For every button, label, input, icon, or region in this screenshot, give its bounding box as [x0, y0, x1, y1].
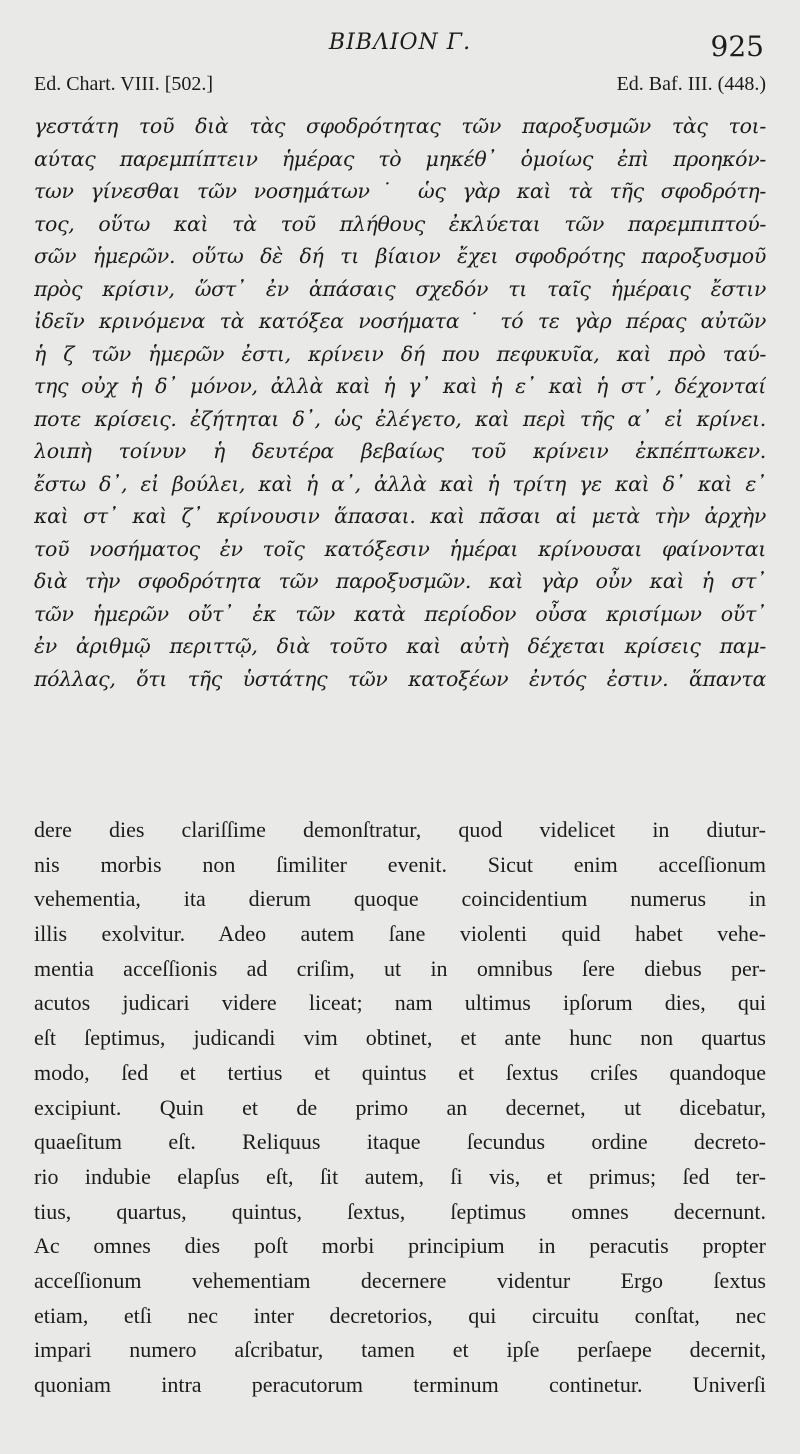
greek-line: της οὐχ ἡ δ᾽ μόνον, ἀλλὰ καὶ ἡ γ᾽ καὶ ἡ ε᾽ καὶ ἡ στ᾽, δέχονταί	[34, 374, 766, 398]
greek-line: αύτας παρεμπίπτειν ἡμέρας τὸ μηκέθ᾽ ὁμοίως ἐπὶ προηκόν-	[34, 146, 766, 171]
greek-line: ἡ ζ τῶν ἡμερῶν ἐστι, κρίνειν δή που πεφυκυῖα, καὶ πρὸ ταύ-	[34, 341, 766, 366]
greek-line: γεστάτη τοῦ διὰ τὰς σφοδρότητας τῶν παροξυσμῶν τὰς τοι-	[34, 114, 766, 138]
edition-reference-right: Ed. Baf. III. (448.)	[616, 73, 766, 95]
greek-line: ἔστω δ᾽, εἰ βούλει, καὶ ἡ α᾽, ἀλλὰ καὶ ἡ τρίτη γε καὶ δ᾽ καὶ ε᾽	[34, 471, 766, 496]
greek-line: ποτε κρίσεις. ἐζήτηται δ᾽, ὡς ἐλέγετο, καὶ περὶ τῆς α᾽ εἰ κρίνει.	[34, 406, 766, 431]
latin-line: tius, quartus, quintus, ſextus, ſeptimus omnes decernunt.	[34, 1198, 766, 1224]
latin-line: nis morbis non ſimiliter evenit. Sicut enim acceſſionum	[34, 851, 766, 877]
greek-line: πόλλας, ὅτι τῆς ὑστάτης τῶν κατοξέων ἐντός ἐστιν. ἅπαντα	[34, 666, 766, 691]
latin-line: mentia acceſſionis ad criſim, ut in omnibus ſere diebus per-	[34, 955, 766, 981]
greek-line: καὶ στ᾽ καὶ ζ᾽ κρίνουσιν ἅπασαι. καὶ πᾶσαι αἱ μετὰ τὴν ἀρχὴν	[34, 504, 766, 528]
latin-line: excipiunt. Quin et de primo an decernet, ut dicebatur,	[34, 1094, 766, 1120]
greek-line: τος, οὕτω καὶ τὰ τοῦ πλήθους ἐκλύεται τῶν παρεμπιπτού-	[34, 211, 766, 236]
greek-line: πρὸς κρίσιν, ὥστ᾽ ἐν ἁπάσαις σχεδόν τι ταῖς ἡμέραις ἔστιν	[34, 276, 766, 301]
greek-line: τῶν ἡμερῶν οὔτ᾽ ἐκ τῶν κατὰ περίοδον οὖσα κρισίμων οὔτ᾽	[34, 601, 766, 626]
latin-line: vehementia, ita dierum quoque coincidentium numerus in	[34, 886, 766, 912]
greek-text-block	[34, 110, 766, 695]
latin-line: dere dies clariſſime demonſtratur, quod videlicet in diutur-	[34, 817, 766, 842]
greek-line: ἐν ἀριθμῷ περιττῷ, διὰ τοῦτο καὶ αὐτὴ δέχεται κρίσεις παμ-	[34, 634, 766, 658]
latin-line: quaeſitum eſt. Reliquus itaque ſecundus ordine decreto-	[34, 1129, 766, 1155]
latin-line: quoniam intra peracutorum terminum continetur. Univerſi	[34, 1372, 766, 1397]
latin-line: acceſſionum vehementiam decernere videntur Ergo ſextus	[34, 1267, 766, 1293]
latin-line: rio indubie elapſus eſt, ſit autem, ſi vis, et primus; ſed ter-	[34, 1163, 766, 1189]
page-number: 925	[710, 30, 764, 63]
latin-line: acutos judicari videre liceat; nam ultimus ipſorum dies, qui	[34, 990, 766, 1016]
greek-line: λοιπὴ τοίνυν ἡ δευτέρα βεβαίως τοῦ κρίνειν ἐκπέπτωκεν.	[34, 439, 766, 463]
latin-line: modo, ſed et tertius et quintus et ſextus criſes quandoque	[34, 1059, 766, 1085]
greek-line: τοῦ νοσήματος ἐν τοῖς κατόξεσιν ἡμέραι κρίνουσαι φαίνονται	[34, 536, 766, 561]
latin-line: etiam, etſi nec inter decretorios, qui circuitu conſtat, nec	[34, 1302, 766, 1328]
greek-line: διὰ τὴν σφοδρότητα τῶν παροξυσμῶν. καὶ γὰρ οὖν καὶ ἡ στ᾽	[34, 569, 766, 593]
latin-text-block	[34, 813, 766, 1403]
latin-line: impari numero aſcribatur, tamen et ipſe perſaepe decernit,	[34, 1337, 766, 1363]
latin-line: eſt ſeptimus, judicandi vim obtinet, et ante hunc non quartus	[34, 1025, 766, 1051]
running-title: ΒΙΒΛΙΟΝ Γ.	[328, 30, 472, 55]
greek-line: σῶν ἡμερῶν. οὕτω δὲ δή τι βίαιον ἔχει σφοδρότης παροξυσμοῦ	[34, 244, 766, 268]
latin-line: Ac omnes dies poſt morbi principium in peracutis propter	[34, 1233, 766, 1259]
greek-line: ἰδεῖν κρινόμενα τὰ κατόξεα νοσήματα˙ τό τε γὰρ πέρας αὐτῶν	[34, 309, 766, 333]
greek-line: των γίνεσθαι τῶν νοσημάτων˙ ὡς γὰρ καὶ τὰ τῆς σφοδρότη-	[34, 179, 766, 203]
latin-line: illis exolvitur. Adeo autem ſane violenti quid habet vehe-	[34, 921, 766, 947]
edition-reference-left: Ed. Chart. VIII. [502.]	[34, 73, 214, 95]
